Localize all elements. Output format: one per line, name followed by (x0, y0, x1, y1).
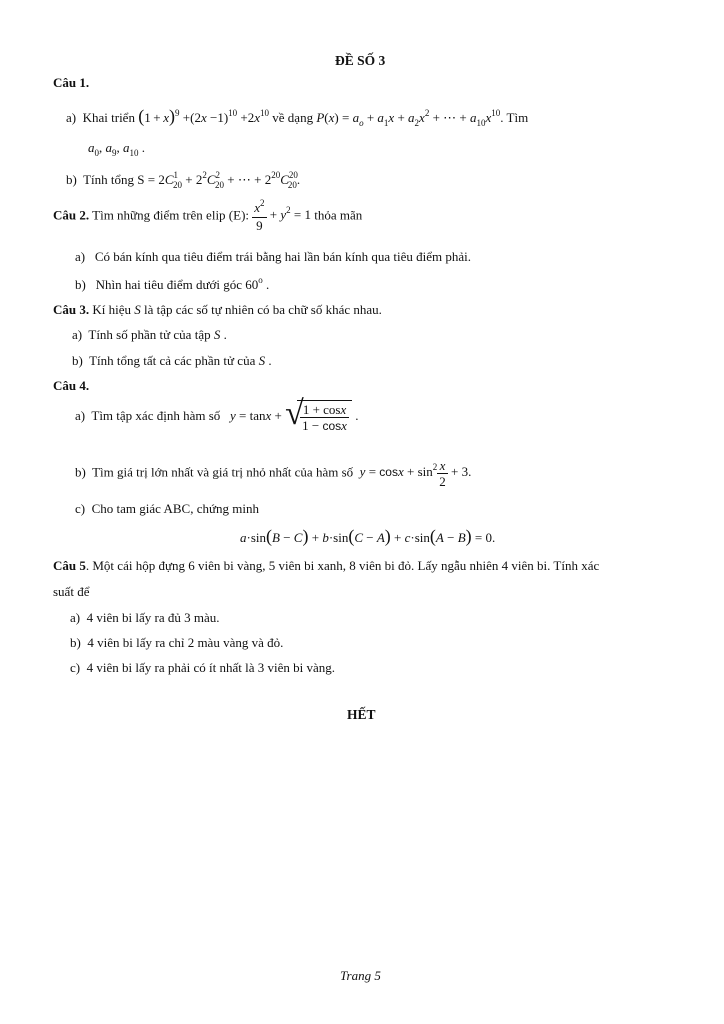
question-5a-text: 4 viên bi lấy ra đủ 3 màu. (86, 610, 220, 625)
question-5b-prefix: b) (70, 635, 81, 650)
question-4a-prefix: a) (75, 407, 86, 423)
question-1a-text-3: Tìm (506, 110, 529, 125)
question-3b: b) Tính tổng tất cả các phần tử của S . (72, 353, 272, 368)
question-2-ellipse-formula: $\frac{x^2}{9}$ + $y^2 = 1$ (254, 198, 312, 233)
question-2a-prefix: a) (75, 249, 86, 264)
question-5c-prefix: c) (70, 660, 81, 675)
question-3a: a) Tính số phần tử của tập S . (72, 327, 227, 342)
question-1b-sum-formula: $2C^1_{20} + 2^2C^2_{20}$ + ⋯ + $2^{20}C^{20}_{20}$. (158, 170, 301, 190)
question-3a-text: Tính số phần tử của tập (88, 327, 211, 342)
question-4c-text: Cho tam giác ABC, chứng minh (91, 501, 259, 516)
question-1a-coefficients: $a_0$, $a_9$, $a_{10}$ . (88, 140, 145, 158)
question-4b (75, 458, 471, 489)
question-1a-text-1: Khai triển (82, 110, 135, 125)
end-marker: HẾT (347, 707, 376, 722)
question-1a-prefix: a) (66, 110, 77, 125)
question-2b-prefix: b) (75, 277, 86, 292)
question-1b-prefix: b) (66, 172, 77, 187)
question-4c-prefix: c) (75, 501, 86, 516)
set-symbol: S (134, 302, 141, 317)
set-symbol: S (213, 327, 221, 342)
question-3-label: Câu 3. (53, 302, 90, 317)
question-4c (75, 501, 259, 517)
question-2a (75, 249, 471, 265)
set-symbol: S (258, 353, 266, 368)
question-5c (70, 660, 335, 676)
question-1-label: Câu 1. (53, 75, 90, 90)
question-2b-angle: 60$^o$ . (245, 275, 270, 292)
question-3b-prefix: b) (72, 353, 83, 368)
question-4b-text: Tìm giá trị lớn nhất và giá trị nhỏ nhất của hàm số (92, 464, 354, 480)
question-2a-text: Có bán kính qua tiêu điểm trái bằng hai lần bán kính qua tiêu điểm phải. (94, 249, 472, 264)
question-2b (75, 277, 269, 293)
question-4a (75, 395, 359, 434)
question-1a-polynomial-formula: $P(x) = a_o + a_1x + a_2x^2$ + ⋯ + $a_{10}x^{10}$. (316, 108, 504, 128)
question-5c-text: 4 viên bi lấy ra phải có ít nhất là 3 viên bi vàng. (86, 660, 335, 675)
question-1b-text: Tính tổng S = (83, 172, 156, 187)
question-1b (66, 172, 300, 188)
question-5-text-line1: . Một cái hộp đựng 6 viên bi vàng, 5 viên bi xanh, 8 viên bi đỏ. Lấy ngẫu nhiên 4 viên bi. Tính xác (85, 558, 600, 573)
question-1a-text-2: về dạng (272, 110, 314, 125)
question-5b (70, 635, 283, 651)
question-5b-text: 4 viên bi lấy ra chỉ 2 màu vàng và đỏ. (87, 635, 284, 650)
question-3a-prefix: a) (72, 327, 83, 342)
question-5-text-line2: suất để (53, 584, 90, 599)
question-3-text-1: Kí hiệu (92, 302, 132, 317)
page-number: Trang 5 (340, 968, 381, 983)
question-2 (53, 200, 362, 233)
question-5-label: Câu 5 (53, 558, 86, 573)
question-3-text-2: là tập các số tự nhiên có ba chữ số khác nhau. (144, 302, 382, 317)
question-3 (53, 302, 382, 318)
question-4-label: Câu 4. (53, 378, 90, 393)
question-1a (66, 106, 528, 127)
question-5a-prefix: a) (70, 610, 81, 625)
question-4b-prefix: b) (75, 464, 86, 480)
question-5a (70, 610, 219, 626)
question-2-label: Câu 2. (53, 207, 90, 223)
question-4b-function-formula: $y = \cos x + \sin^2$ $\frac{x}{2}$ + 3. (359, 458, 472, 489)
question-2b-text: Nhìn hai tiêu điểm dưới góc (95, 277, 243, 292)
question-4a-text: Tìm tập xác định hàm số (91, 407, 221, 423)
exam-title: ĐỀ SỐ 3 (335, 53, 386, 68)
question-2-text: Tìm những điểm trên elip (E): (92, 207, 250, 223)
question-4c-identity-formula: a·sin(B − C) + b·sin(C − A) + c·sin(A − B) = 0. (240, 526, 496, 546)
question-2-text-end: thỏa mãn (314, 207, 363, 223)
question-1a-expansion-formula: $(1 + x)^9 +(2x -1)^{10} +2x^{10}$ (138, 106, 270, 126)
question-3b-text: Tính tổng tất cả các phần tử của (89, 353, 256, 368)
question-4a-function-formula: y = tanx + √ $\frac{1 + \cos x}{1 - \cos x}$ . (230, 395, 359, 433)
question-5-line1 (53, 558, 599, 574)
